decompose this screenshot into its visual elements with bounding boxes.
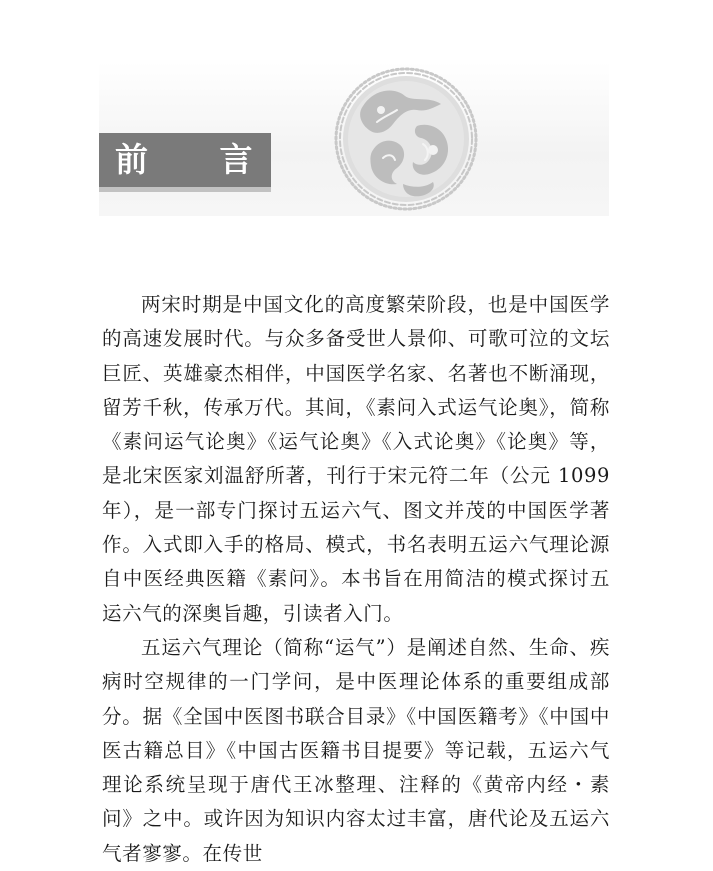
- page-title: 前 言: [115, 140, 283, 179]
- paragraph-1: 两宋时期是中国文化的高度繁荣阶段，也是中国医学的高速发展时代。与众多备受世人景仰、可歌可泣的文坛巨匠、英雄豪杰相伴，中国医学名家、名著也不断涌现，留芳千秋，传承万代。其间，《素问入式运气论奥》，简称《素问运气论奥》《运气论奥》《入式论奥》《论奥》等，是北宋医家刘温舒所著，刊行于宋元符二年（公元 1099 年），是一部专门探讨五运六气、图文并茂的中国医学著作。入式即入手的格局、模式，书名表明五运六气理论源自中医经典医籍《素问》。本书旨在用简洁的模式探讨五运六气的深奥旨趣，引读者入门。: [102, 293, 610, 625]
- preface-body: [102, 288, 610, 871]
- dragon-seal-icon: [333, 66, 479, 212]
- title-box: [99, 133, 283, 187]
- paragraph-2: 五运六气理论（简称“运气”）是阐述自然、生命、疾病时空规律的一门学问，是中医理论体系的重要组成部分。据《全国中医图书联合目录》《中国医籍考》《中国中医古籍总目》《中国古医籍书目提要》等记载，五运六气理论系统呈现于唐代王冰整理、注释的《黄帝内经・素问》之中。或许因为知识内容太过丰富，唐代论及五运六气者寥寥。在传世: [102, 635, 610, 865]
